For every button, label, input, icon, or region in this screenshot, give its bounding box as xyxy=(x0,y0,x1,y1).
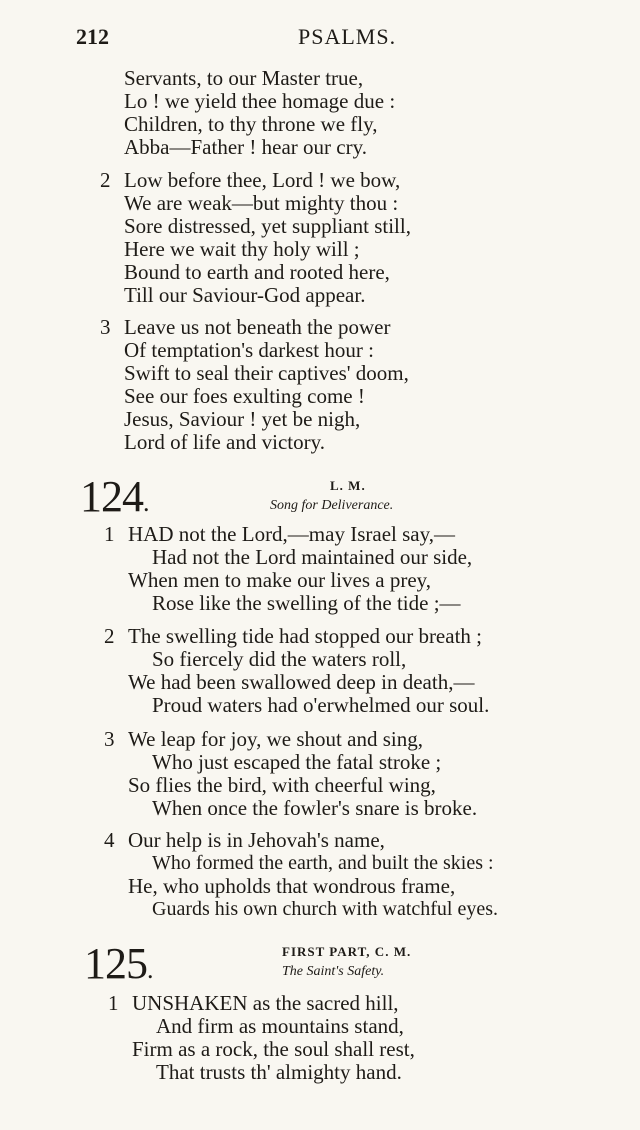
verse-line: Guards his own church with watchful eyes. xyxy=(152,898,499,920)
verse-line: Lord of life and victory. xyxy=(124,430,325,454)
stanza-number: 1 xyxy=(108,991,119,1015)
stanza-number: 1 xyxy=(104,522,115,546)
hymn-meter: L. M. xyxy=(330,478,366,493)
stanza-number: 3 xyxy=(100,315,111,339)
verse-line: The swelling tide had stopped our breath ; xyxy=(128,624,482,648)
verse-line: Low before thee, Lord ! we bow, xyxy=(124,168,401,192)
stanza-number: 2 xyxy=(104,624,115,648)
verse-line: Till our Saviour-God appear. xyxy=(124,283,366,307)
verse-line: When men to make our lives a prey, xyxy=(128,568,432,592)
stanza-number: 3 xyxy=(104,727,115,751)
verse-line: We leap for joy, we shout and sing, xyxy=(128,727,423,751)
verse-line: Swift to seal their captives' doom, xyxy=(124,361,409,385)
hymn-subtitle: The Saint's Safety. xyxy=(282,964,385,979)
verse-line: Jesus, Saviour ! yet be nigh, xyxy=(124,407,361,431)
verse-line: That trusts th' almighty hand. xyxy=(156,1060,402,1084)
verse-line: Proud waters had o'erwhelmed our soul. xyxy=(152,693,490,717)
verse-line: Sore distressed, yet suppliant still, xyxy=(124,214,411,238)
verse-line: We had been swallowed deep in death,— xyxy=(128,670,475,694)
verse-line: Rose like the swelling of the tide ;— xyxy=(152,591,461,615)
hymn-number: 125. xyxy=(84,939,153,988)
verse-line: Who formed the earth, and built the skies : xyxy=(152,852,494,874)
verse-line: See our foes exulting come ! xyxy=(124,384,365,408)
verse-line: Lo ! we yield thee homage due : xyxy=(124,89,396,113)
verse-line: UNSHAKEN as the sacred hill, xyxy=(132,991,399,1015)
verse-line: So fiercely did the waters roll, xyxy=(152,647,407,671)
verse-line: Leave us not beneath the power xyxy=(124,315,391,339)
verse-line: And firm as mountains stand, xyxy=(156,1014,404,1038)
verse-line: Abba—Father ! hear our cry. xyxy=(124,135,367,159)
verse-line: Servants, to our Master true, xyxy=(124,66,364,90)
running-head: PSALMS. xyxy=(298,24,397,49)
verse-line: Bound to earth and rooted here, xyxy=(124,260,390,284)
page-header xyxy=(76,24,402,56)
verse-line: Had not the Lord maintained our side, xyxy=(152,545,473,569)
verse-line: We are weak—but mighty thou : xyxy=(124,191,399,215)
verse-line: Our help is in Jehovah's name, xyxy=(128,828,385,852)
stanza-number: 4 xyxy=(104,828,115,852)
verse-line: When once the fowler's snare is broke. xyxy=(152,796,478,820)
page-number: 212 xyxy=(76,24,109,49)
verse-line: Firm as a rock, the soul shall rest, xyxy=(132,1037,415,1061)
verse-line: Who just escaped the fatal stroke ; xyxy=(152,750,442,774)
verse-line: Children, to thy throne we fly, xyxy=(124,112,378,136)
hymn-number: 124. xyxy=(80,472,149,521)
hymn-meter: FIRST PART, C. M. xyxy=(282,944,412,959)
stanza-number: 2 xyxy=(100,168,111,192)
verse-line: He, who upholds that wondrous frame, xyxy=(128,874,456,898)
verse-line: Of temptation's darkest hour : xyxy=(124,338,374,362)
verse-line: HAD not the Lord,—may Israel say,— xyxy=(128,522,455,546)
verse-line: So flies the bird, with cheerful wing, xyxy=(128,773,436,797)
hymn-subtitle: Song for Deliverance. xyxy=(270,498,394,513)
verse-line: Here we wait thy holy will ; xyxy=(124,237,360,261)
